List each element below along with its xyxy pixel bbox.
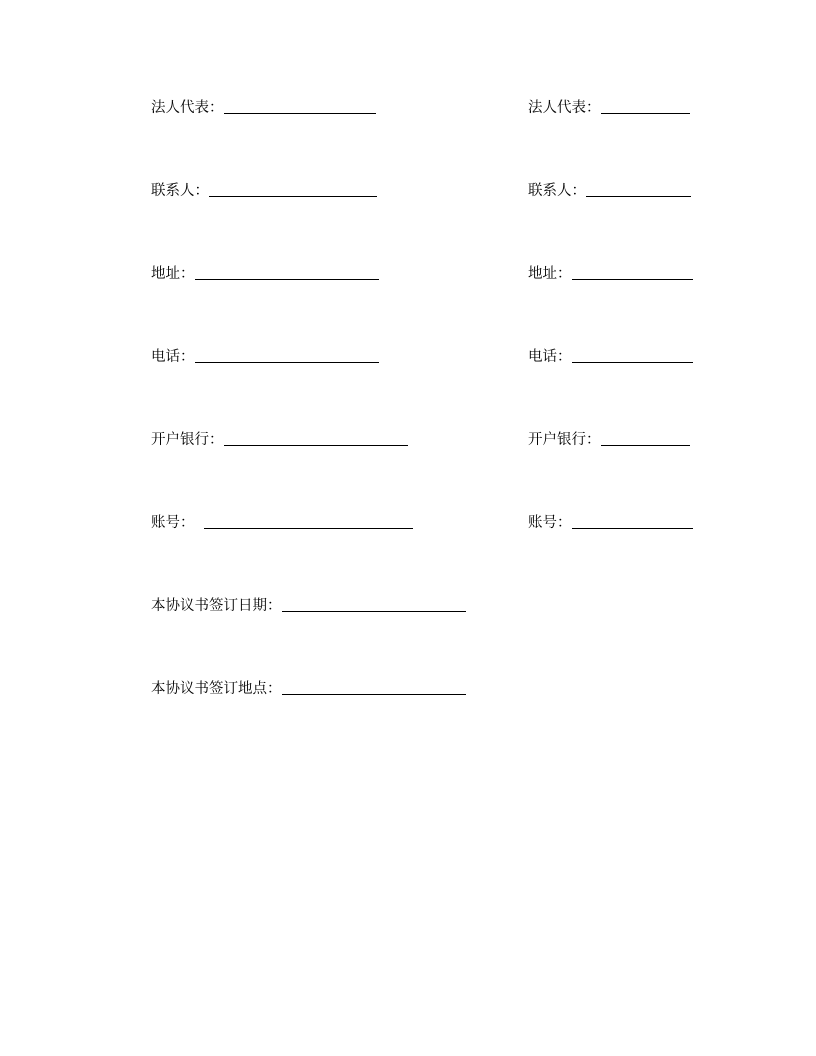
signing-date-label: 本协议书签订日期： bbox=[151, 598, 282, 614]
left-bank-field bbox=[151, 424, 408, 448]
right-account-field bbox=[528, 507, 693, 531]
signing-place-blank[interactable] bbox=[282, 694, 466, 695]
left-address-label: 地址： bbox=[151, 266, 195, 282]
left-address-field bbox=[151, 258, 379, 282]
left-address-blank[interactable] bbox=[195, 279, 379, 280]
right-bank-label: 开户银行： bbox=[528, 432, 601, 448]
signing-place-field bbox=[151, 673, 466, 697]
left-legal-rep-blank[interactable] bbox=[224, 113, 376, 114]
left-phone-label: 电话： bbox=[151, 349, 195, 365]
right-contact-blank[interactable] bbox=[586, 196, 691, 197]
right-contact-field bbox=[528, 175, 691, 199]
left-legal-rep-label: 法人代表： bbox=[151, 100, 224, 116]
right-legal-rep-blank[interactable] bbox=[601, 113, 690, 114]
right-address-field bbox=[528, 258, 693, 282]
left-contact-field bbox=[151, 175, 377, 199]
right-address-label: 地址： bbox=[528, 266, 572, 282]
signing-date-field bbox=[151, 590, 466, 614]
right-phone-blank[interactable] bbox=[572, 362, 693, 363]
left-account-label: 账号： bbox=[151, 515, 195, 531]
right-legal-rep-label: 法人代表： bbox=[528, 100, 601, 116]
right-phone-field bbox=[528, 341, 693, 365]
signing-place-label: 本协议书签订地点： bbox=[151, 681, 282, 697]
right-bank-field bbox=[528, 424, 690, 448]
signing-date-blank[interactable] bbox=[282, 611, 466, 612]
right-bank-blank[interactable] bbox=[601, 445, 690, 446]
left-legal-rep-field bbox=[151, 92, 376, 116]
left-phone-field bbox=[151, 341, 379, 365]
right-address-blank[interactable] bbox=[572, 279, 693, 280]
left-account-blank[interactable] bbox=[204, 528, 413, 529]
left-contact-blank[interactable] bbox=[209, 196, 377, 197]
right-phone-label: 电话： bbox=[528, 349, 572, 365]
left-account-field bbox=[151, 507, 413, 531]
right-contact-label: 联系人： bbox=[528, 183, 586, 199]
left-bank-label: 开户银行： bbox=[151, 432, 224, 448]
right-legal-rep-field bbox=[528, 92, 690, 116]
left-bank-blank[interactable] bbox=[224, 445, 408, 446]
left-phone-blank[interactable] bbox=[195, 362, 379, 363]
right-account-blank[interactable] bbox=[572, 528, 693, 529]
right-account-label: 账号： bbox=[528, 515, 572, 531]
left-contact-label: 联系人： bbox=[151, 183, 209, 199]
